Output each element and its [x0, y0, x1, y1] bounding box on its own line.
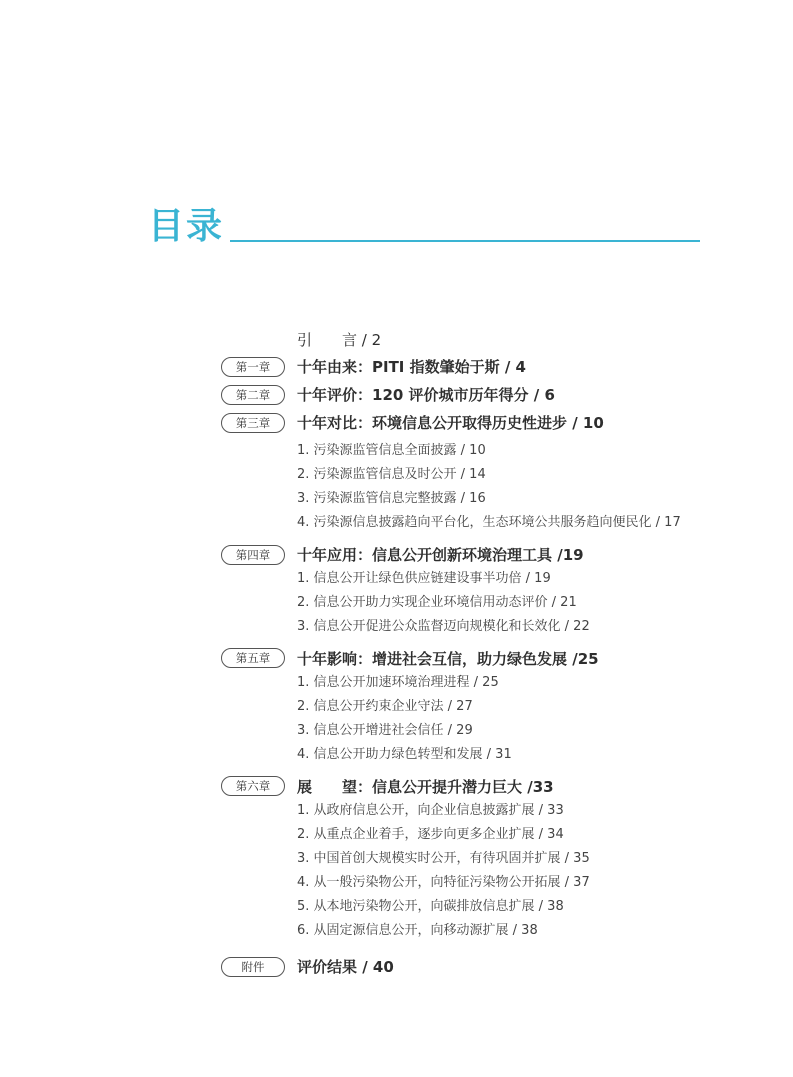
chapter-title[interactable]: 十年应用：信息公开创新环境治理工具 /19 [297, 546, 584, 564]
section-item[interactable]: 2. 信息公开约束企业守法 / 27 [297, 699, 473, 714]
section-item[interactable]: 3. 污染源监管信息完整披露 / 16 [297, 491, 486, 506]
section-item[interactable]: 3. 中国首创大规模实时公开，有待巩固并扩展 / 35 [297, 851, 590, 866]
title-rule [230, 240, 700, 242]
appendix-title[interactable]: 评价结果 / 40 [297, 958, 394, 976]
section-item[interactable]: 1. 污染源监管信息全面披露 / 10 [297, 443, 486, 458]
section-item[interactable]: 2. 从重点企业着手，逐步向更多企业扩展 / 34 [297, 827, 564, 842]
chapter-badge: 第一章 [221, 357, 285, 377]
section-item[interactable]: 2. 信息公开助力实现企业环境信用动态评价 / 21 [297, 595, 577, 610]
chapter-title[interactable]: 十年影响：增进社会互信，助力绿色发展 /25 [297, 650, 599, 668]
toc-title: 目录 [148, 206, 225, 247]
section-item[interactable]: 1. 信息公开加速环境治理进程 / 25 [297, 675, 499, 690]
chapter-title[interactable]: 十年由来：PITI 指数肇始于斯 / 4 [297, 358, 526, 376]
section-item[interactable]: 6. 从固定源信息公开，向移动源扩展 / 38 [297, 923, 538, 938]
chapter-badge: 第四章 [221, 545, 285, 565]
section-item[interactable]: 1. 信息公开让绿色供应链建设事半功倍 / 19 [297, 571, 551, 586]
appendix-badge: 附件 [221, 957, 285, 977]
chapter-title[interactable]: 展 望：信息公开提升潜力巨大 /33 [297, 778, 554, 796]
chapter-badge: 第三章 [221, 413, 285, 433]
section-item[interactable]: 4. 信息公开助力绿色转型和发展 / 31 [297, 747, 512, 762]
section-item[interactable]: 5. 从本地污染物公开，向碳排放信息扩展 / 38 [297, 899, 564, 914]
chapter-title[interactable]: 十年评价：120 评价城市历年得分 / 6 [297, 386, 555, 404]
section-item[interactable]: 4. 从一般污染物公开，向特征污染物公开拓展 / 37 [297, 875, 590, 890]
section-item[interactable]: 3. 信息公开促进公众监督迈向规模化和长效化 / 22 [297, 619, 590, 634]
chapter-badge: 第五章 [221, 648, 285, 668]
toc-intro[interactable]: 引 言 / 2 [297, 331, 382, 349]
section-item[interactable]: 4. 污染源信息披露趋向平台化，生态环境公共服务趋向便民化 / 17 [297, 515, 681, 530]
chapter-badge: 第六章 [221, 776, 285, 796]
chapter-title[interactable]: 十年对比：环境信息公开取得历史性进步 / 10 [297, 414, 604, 432]
section-item[interactable]: 2. 污染源监管信息及时公开 / 14 [297, 467, 486, 482]
chapter-badge: 第二章 [221, 385, 285, 405]
section-item[interactable]: 1. 从政府信息公开，向企业信息披露扩展 / 33 [297, 803, 564, 818]
section-item[interactable]: 3. 信息公开增进社会信任 / 29 [297, 723, 473, 738]
